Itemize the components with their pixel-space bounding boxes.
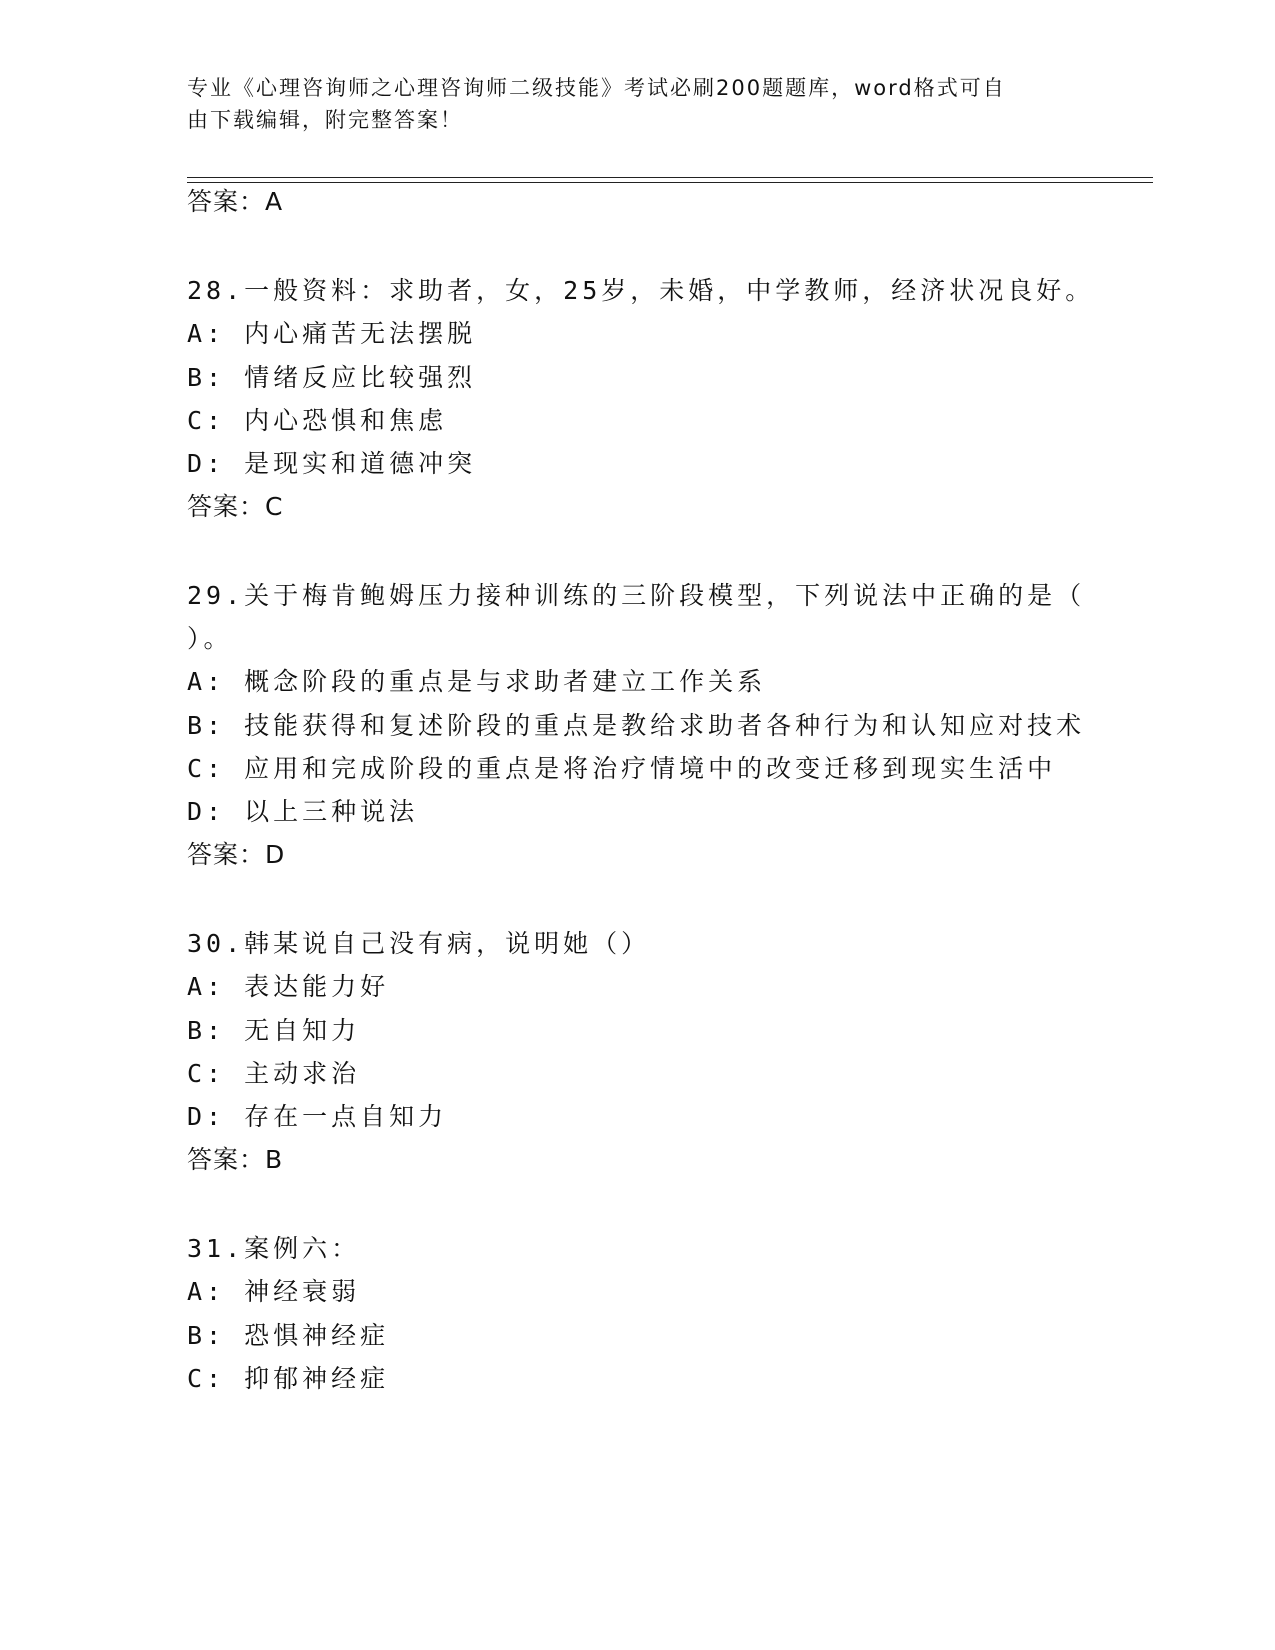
question-28-option-b: B: 情绪反应比较强烈	[187, 363, 477, 392]
question-28-stem: 28.一般资料：求助者，女，25岁，未婚，中学教师，经济状况良好。	[187, 276, 1095, 305]
question-30-stem: 30.韩某说自己没有病，说明她（）	[187, 929, 651, 958]
question-29-option-b: B: 技能获得和复述阶段的重点是教给求助者各种行为和认知应对技术	[187, 711, 1086, 740]
question-28-option-d: D: 是现实和道德冲突	[187, 449, 477, 478]
answer-q28: 答案：C	[187, 492, 284, 521]
question-31-option-a: A: 神经衰弱	[187, 1277, 361, 1306]
question-30-option-d: D: 存在一点自知力	[187, 1102, 448, 1131]
question-31-option-b: B: 恐惧神经症	[187, 1321, 390, 1350]
answer-q29: 答案：D	[187, 840, 286, 869]
header-line-1: 专业《心理咨询师之心理咨询师二级技能》考试必刷200题题库，word格式可自	[187, 76, 1006, 100]
question-29-option-a: A: 概念阶段的重点是与求助者建立工作关系	[187, 667, 767, 696]
question-30-option-b: B: 无自知力	[187, 1016, 361, 1045]
header-line-2: 由下载编辑，附完整答案！	[187, 108, 463, 132]
question-29-option-c: C: 应用和完成阶段的重点是将治疗情境中的改变迁移到现实生活中	[187, 754, 1057, 783]
question-29-stem-line-1: 29.关于梅肯鲍姆压力接种训练的三阶段模型，下列说法中正确的是（	[187, 581, 1086, 610]
header-divider-bottom	[187, 182, 1153, 183]
answer-q30: 答案：B	[187, 1145, 284, 1174]
answer-q27: 答案：A	[187, 187, 284, 216]
document-header	[187, 72, 1067, 136]
question-29-stem-line-2: ）。	[187, 624, 233, 653]
question-28-option-a: A: 内心痛苦无法摆脱	[187, 319, 477, 348]
question-31-stem: 31.案例六：	[187, 1234, 361, 1263]
question-30-option-c: C: 主动求治	[187, 1059, 361, 1088]
question-30-option-a: A: 表达能力好	[187, 972, 390, 1001]
question-31-option-c: C: 抑郁神经症	[187, 1364, 390, 1393]
question-28-option-c: C: 内心恐惧和焦虑	[187, 406, 448, 435]
header-divider-top	[187, 177, 1153, 178]
question-29-option-d: D: 以上三种说法	[187, 797, 419, 826]
